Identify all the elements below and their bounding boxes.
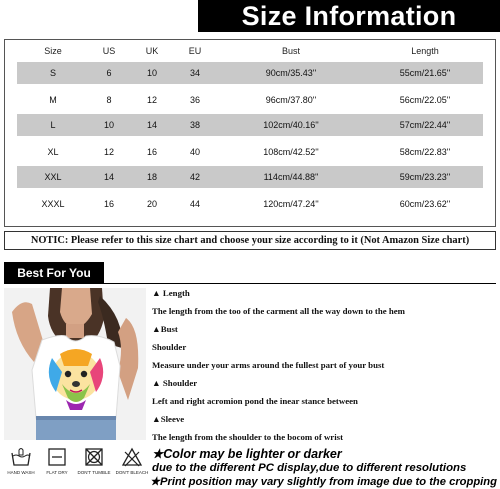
cell-eu: 44 xyxy=(189,199,201,209)
col-header-length: Length xyxy=(411,46,439,56)
cell-length: 59cm/23.23'' xyxy=(399,172,451,182)
display-disclaimer: due to the different PC display,due to different resolutions xyxy=(152,462,467,474)
cell-bust: 102cm/40.16'' xyxy=(263,120,319,130)
guide-length-heading: ▲ Length xyxy=(152,288,190,298)
table-row xyxy=(17,166,483,188)
cell-length: 58cm/22.83'' xyxy=(399,147,451,157)
cell-length: 56cm/22.05'' xyxy=(399,95,451,105)
cell-uk: 12 xyxy=(146,95,158,105)
col-header-size: Size xyxy=(44,46,62,56)
col-header-bust: Bust xyxy=(281,46,301,56)
guide-sleeve-text: The length from the shoulder to the bocom of wrist xyxy=(152,432,343,442)
section-divider xyxy=(104,283,496,284)
size-table xyxy=(4,39,496,227)
cell-us: 6 xyxy=(106,68,112,78)
cell-uk: 18 xyxy=(146,172,158,182)
no-bleach-icon xyxy=(121,446,143,468)
cell-size: XXL xyxy=(44,172,62,182)
color-disclaimer: ★Color may be lighter or darker xyxy=(152,447,342,461)
cell-uk: 20 xyxy=(146,199,158,209)
guide-shoulder-subheading: Shoulder xyxy=(152,342,187,352)
cell-size: M xyxy=(49,95,57,105)
cell-size: S xyxy=(49,68,57,78)
cell-us: 14 xyxy=(103,172,115,182)
best-for-you-label: Best For You xyxy=(4,262,104,284)
care-item-hand-wash xyxy=(4,446,38,486)
cell-eu: 42 xyxy=(189,172,201,182)
flat-dry-icon xyxy=(46,446,68,468)
no-tumble-dry-icon xyxy=(83,446,105,468)
cell-length: 60cm/23.62'' xyxy=(399,199,451,209)
col-header-uk: UK xyxy=(145,46,159,56)
care-item-no-tumble xyxy=(77,446,111,486)
guide-sleeve-heading: ▲Sleeve xyxy=(152,414,185,424)
care-label: DON'T TUMBLE xyxy=(77,470,111,475)
cell-us: 8 xyxy=(106,95,112,105)
cell-size: XL xyxy=(47,147,59,157)
col-header-us: US xyxy=(102,46,116,56)
cell-size: XXXL xyxy=(41,199,65,209)
cell-eu: 34 xyxy=(189,68,201,78)
cell-uk: 14 xyxy=(146,120,158,130)
cell-uk: 16 xyxy=(146,147,158,157)
model-wearing-tank-top xyxy=(4,288,146,440)
guide-shoulder-text: Left and right acromion pond the inear stance between xyxy=(152,396,358,406)
cell-bust: 108cm/42.52'' xyxy=(263,147,319,157)
cell-us: 16 xyxy=(103,199,115,209)
guide-bust-heading: ▲Bust xyxy=(152,324,178,334)
cell-uk: 10 xyxy=(146,68,158,78)
cell-us: 10 xyxy=(103,120,115,130)
cell-bust: 114cm/44.88'' xyxy=(263,172,319,182)
page-title: Size Information xyxy=(198,0,500,32)
cell-us: 12 xyxy=(103,147,115,157)
cell-length: 55cm/21.65'' xyxy=(399,68,451,78)
care-item-no-bleach xyxy=(115,446,149,486)
cell-eu: 38 xyxy=(189,120,201,130)
care-item-flat-dry xyxy=(40,446,74,486)
print-disclaimer: ★Print position may vary slightly from image due to the cropping xyxy=(150,476,497,488)
table-row xyxy=(17,89,483,111)
care-label: FLAT DRY xyxy=(46,470,68,475)
table-row xyxy=(17,141,483,163)
cell-bust: 90cm/35.43'' xyxy=(265,68,317,78)
care-label: HAND WASH xyxy=(7,470,35,475)
cell-eu: 36 xyxy=(189,95,201,105)
product-image xyxy=(4,288,146,440)
col-header-eu: EU xyxy=(188,46,202,56)
cell-length: 57cm/22.44'' xyxy=(399,120,451,130)
table-row xyxy=(17,114,483,136)
cell-eu: 40 xyxy=(189,147,201,157)
guide-shoulder-heading: ▲ Shoulder xyxy=(152,378,198,388)
care-label: DON'T BLEACH xyxy=(115,470,149,475)
cell-size: L xyxy=(50,120,56,130)
cell-bust: 120cm/47.24'' xyxy=(263,199,319,209)
hand-wash-icon xyxy=(10,446,32,468)
cell-bust: 96cm/37.80'' xyxy=(265,95,317,105)
table-header xyxy=(5,46,495,62)
size-notice: NOTIC: Please refer to this size chart and choose your size according to it (Not Amazon Size chart) xyxy=(4,231,496,250)
table-row xyxy=(17,193,483,215)
table-row xyxy=(17,62,483,84)
guide-length-text: The length from the too of the carment all the way down to the hem xyxy=(152,306,405,316)
guide-bust-text: Measure under your arms around the fullest part of your bust xyxy=(152,360,385,370)
